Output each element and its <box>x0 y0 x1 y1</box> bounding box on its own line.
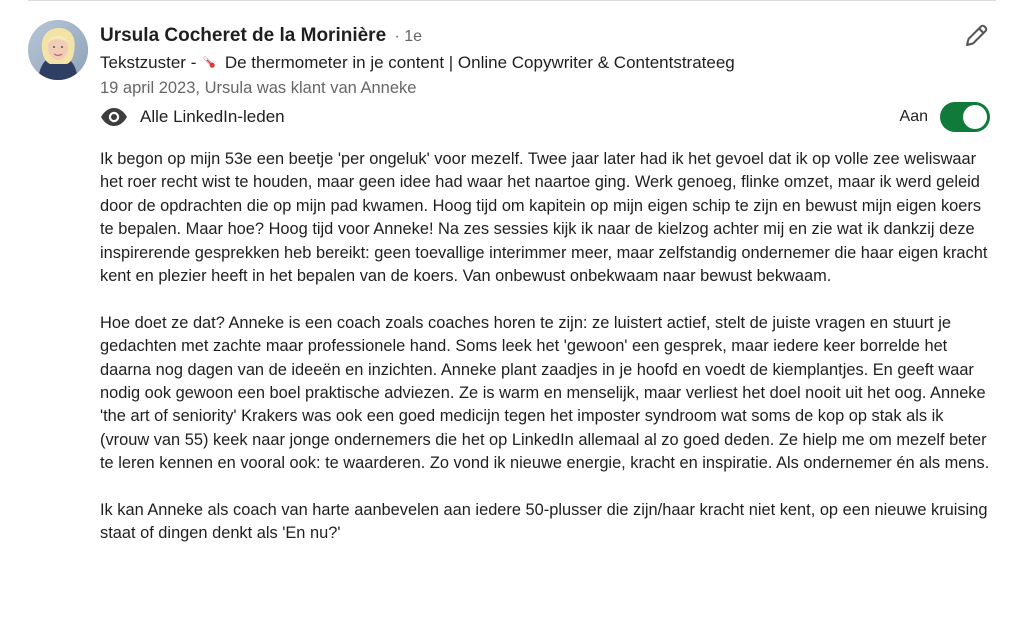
avatar[interactable] <box>28 20 88 80</box>
visibility-label: Alle LinkedIn-leden <box>140 107 285 126</box>
top-divider <box>28 0 996 1</box>
thermometer-icon <box>201 54 217 70</box>
toggle-label: Aan <box>899 108 928 125</box>
pencil-icon[interactable] <box>962 22 990 50</box>
author-line <box>100 24 422 49</box>
connection-degree: · 1e <box>394 28 423 45</box>
recommendation-paragraph: Hoe doet ze dat? Anneke is een coach zoals coaches horen te zijn: ze luistert actief, stelt de juiste vragen en stuurt je gedachten met zachte maar professionele hand. Soms leek het 'gewoon' een gesprek, maar iedere keer borrelde het daarna nog dagen van de ideeën en inzichten. Anneke plant zaadjes in je hoofd en voedt de kiemplantjes. En geeft waar nodig ook gewoon een boel praktische adviezen. Ze is warm en menselijk, maar verliest het doel nooit uit het oog. Anneke 'the art of seniority' Krakers was ook een goed medicijn tegen het imposter syndroom wat soms de kop op stak als ik (vrouw van 55) keek naar jonge ondernemers die het op LinkedIn allemaal al zo goed deden. Ze hielp me om mezelf beter te leren kennen en vooral ook: te waarderen. Zo vond ik nieuwe energie, kracht en inspiratie. Als ondernemer én als mens. <box>100 313 990 473</box>
author-headline <box>100 51 735 75</box>
avatar-image <box>28 20 88 80</box>
review-header <box>28 20 996 130</box>
visibility-toggle-group <box>900 102 990 132</box>
headline-text: De thermometer in je content | Online Copywriter & Contentstrateeg <box>224 53 735 72</box>
visibility-toggle[interactable] <box>940 102 990 132</box>
headline-prefix: Tekstzuster - <box>100 53 197 72</box>
recommendation-paragraph: Ik begon op mijn 53e een beetje 'per ongeluk' voor mezelf. Twee jaar later had ik het gevoel dat ik op volle zee weliswaar het roer recht wist te houden, maar geen idee had waar het naartoe ging. Werk genoeg, flinke omzet, maar ik werd geleid door de opdrachten die op mijn pad kwamen. Hoog tijd om kapitein op mijn eigen schip te zijn en bewust mijn eigen koers te bepalen. Maar hoe? Hoog tijd voor Anneke! Na zes sessies kijk ik naar de kielzog achter mij en zie wat ik dankzij deze inspirerende gesprekken heb bereikt: geen toevallige interimmer meer, maar zelfstandig ondernemer die haar eigen kracht kent en plezier heeft in het bepalen van de koers. Van onbewust onbekwaam naar bewust bekwaam. <box>100 150 988 286</box>
toggle-knob[interactable] <box>963 105 987 129</box>
eye-icon <box>100 107 128 127</box>
recommendation-text <box>100 148 996 569</box>
recommendation-paragraph: Ik kan Anneke als coach van harte aanbevelen aan iedere 50-plusser die zijn/haar kracht niet kent, op een nieuwe kruising staat of dingen denkt als 'En nu?' <box>100 501 988 543</box>
author-name[interactable]: Ursula Cocheret de la Morinière <box>100 25 387 46</box>
review-meta: 19 april 2023, Ursula was klant van Anneke <box>100 79 417 97</box>
visibility-setting <box>100 105 285 129</box>
